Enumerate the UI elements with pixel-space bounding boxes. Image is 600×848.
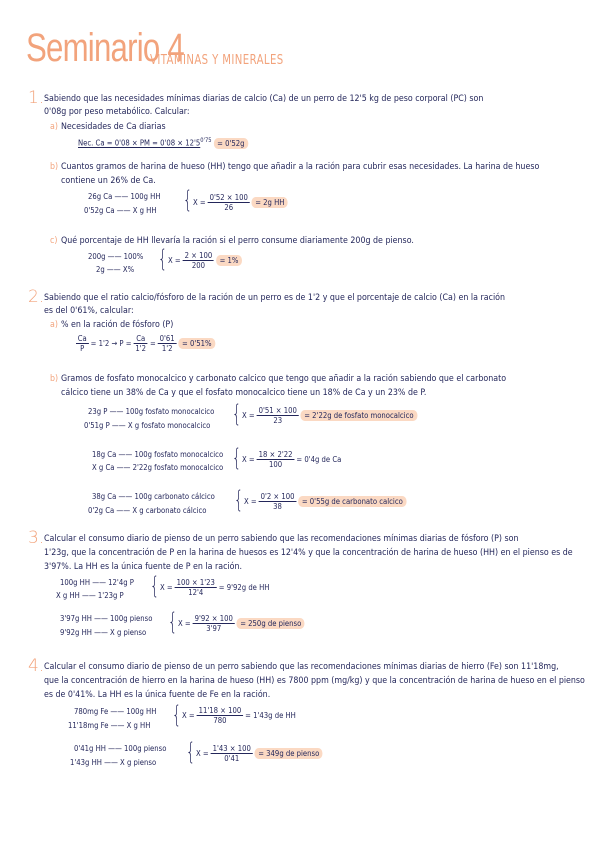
q4-formula-1: X = $\frac{11'18 \times 100}{780}$ = 1'43g de HH <box>182 706 296 725</box>
brace: { <box>172 701 182 729</box>
q2-b-label: b) <box>50 374 59 384</box>
question-1-text-line-2: 0'08g por peso metabólico. Calcular: <box>44 107 190 117</box>
q2-b1-formula: X = $\frac{0'51 \times 100}{23}$ = 2'22g de fosfato monocalcico <box>242 406 417 425</box>
brace: { <box>232 444 242 472</box>
q3-rule-1-line-2: X g HH —— 1'23g P <box>56 591 124 600</box>
brace: { <box>150 572 160 600</box>
q1-b-text-line-2: contiene un 26% de Ca. <box>61 176 156 186</box>
question-3-number: 3. <box>28 528 45 548</box>
q1-c-result: = 1% <box>216 255 242 266</box>
q2-b2-rule-line-2: X g Ca —— 2'22g fosfato monocalcico <box>92 463 224 472</box>
question-1-number: 1. <box>28 88 45 108</box>
page-title: Seminario 4 <box>26 26 184 70</box>
q4-rule-1-line-2: 11'18mg Fe —— X g HH <box>68 721 151 730</box>
q1-c-rule-line-2: 2g —— X% <box>96 265 135 274</box>
question-2-text-line-1: Sabiendo que el ratio calcio/fósforo de la ración de un perro es de 1'2 y que el porcentaje de calcio (Ca) en la ración <box>44 293 506 303</box>
q1-a-calc: Nec. Ca = 0'08 × PM = $0'08 \times 12'5^{0'75} = 0'52g$ <box>78 137 248 148</box>
question-4-text-line-3: es de 0'41%. La HH es la única fuente de Fe en la ración. <box>44 690 271 700</box>
q3-formula-2: X = $\frac{9'92 \times 100}{3'97}$ = 250g de pienso <box>178 614 305 633</box>
q4-rule-1-line-1: 780mg Fe —— 100g HH <box>74 707 157 716</box>
brace: { <box>234 486 244 514</box>
q1-b-formula: X = $\frac{0'52 \times 100}{26}$ = 2g HH <box>193 193 288 212</box>
q4-result-2: = 349g de pienso <box>255 748 323 759</box>
q2-a-label: a) <box>50 320 58 330</box>
q4-formula-2: X = $\frac{1'43 \times 100}{0'41}$ = 349g de pienso <box>196 744 323 763</box>
q2-b3-rule-line-1: 38g Ca —— 100g carbonato cálcico <box>92 492 215 501</box>
q1-c-formula: X = $\frac{2 \times 100}{200}$ = 1% <box>168 251 242 270</box>
q1-b-rule-line-1: 26g Ca —— 100g HH <box>88 192 161 201</box>
brace: { <box>158 245 168 273</box>
brace: { <box>186 738 196 766</box>
q1-a-label: a) <box>50 122 58 132</box>
question-4-text-line-2: que la concentración de hierro en la harina de hueso (HH) es 7800 ppm (mg/kg) y que la concentración de harina de hueso en el pienso <box>44 676 585 686</box>
q4-rule-2-line-1: 0'41g HH —— 100g pienso <box>74 744 167 753</box>
q3-rule-2-line-1: 3'97g HH —— 100g pienso <box>60 614 153 623</box>
question-2-text-line-2: es del 0'61%, calcular: <box>44 306 134 316</box>
page-subtitle: VITAMINAS Y MINERALES <box>150 53 284 68</box>
q3-rule-1-line-1: 100g HH —— 12'4g P <box>60 578 134 587</box>
q4-result-1: = 1'43g de HH <box>245 711 296 720</box>
q3-result-2: = 250g de pienso <box>237 618 305 629</box>
q2-a-formula: $\frac{Ca}{P}$ = 1'2 → P = $\frac{Ca}{1'2}$ = $\frac{0'61}{1'2}$ = 0'51% <box>76 334 215 353</box>
q3-result-1: = 9'92g de HH <box>218 583 270 592</box>
q1-c-label: c) <box>50 236 58 246</box>
q1-b-rule-line-2: 0'52g Ca —— X g HH <box>84 206 157 215</box>
brace: { <box>183 186 193 214</box>
q2-b2-result: = 0'4g de Ca <box>296 455 342 464</box>
q1-c-rule-line-1: 200g —— 100% <box>88 252 144 261</box>
q2-b1-rule-line-2: 0'51g P —— X g fosfato monocalcico <box>84 421 211 430</box>
q2-b1-rule-line-1: 23g P —— 100g fosfato monocalcico <box>88 407 215 416</box>
brace: { <box>168 608 178 636</box>
question-1-text-line-1: Sabiendo que las necesidades mínimas diarias de calcio (Ca) de un perro de 12'5 kg de peso corporal (PC) son <box>44 94 484 104</box>
q1-a-result: = 0'52g <box>214 138 248 149</box>
question-4-text-line-1: Calcular el consumo diario de pienso de un perro sabiendo que las recomendaciones mínimas diarias de hierro (Fe) son 11'18mg, <box>44 662 559 672</box>
q2-a-result: = 0'51% <box>179 338 215 349</box>
question-3-text-line-2: 1'23g, que la concentración de P en la harina de huesos es 12'4% y que la concentración de harina de hueso (HH) en el pienso es de <box>44 548 573 558</box>
q3-rule-2-line-2: 9'92g HH —— X g pienso <box>60 628 147 637</box>
q2-b3-formula: X = $\frac{0'2 \times 100}{38}$ = 0'55g de carbonato calcico <box>244 492 406 511</box>
q1-a-text: Necesidades de Ca diarias <box>61 122 166 132</box>
q1-b-result: = 2g HH <box>252 197 288 208</box>
q2-b3-result: = 0'55g de carbonato calcico <box>298 496 406 507</box>
question-3-text-line-1: Calcular el consumo diario de pienso de un perro sabiendo que las recomendaciones mínimas diarias de fósforo (P) son <box>44 534 519 544</box>
q4-rule-2-line-2: 1'43g HH —— X g pienso <box>70 758 157 767</box>
q2-b-text-line-1: Gramos de fosfato monocalcico y carbonato calcico que tengo que añadir a la ración sabiendo que el carbonato <box>61 374 507 384</box>
q1-c-text: Qué porcentaje de HH llevaría la ración si el perro consume diariamente 200g de pienso. <box>61 236 414 246</box>
q1-b-text-line-1: Cuantos gramos de harina de hueso (HH) tengo que añadir a la ración para cubrir esas necesidades. La harina de hueso <box>61 162 540 172</box>
q2-b3-rule-line-2: 0'2g Ca —— X g carbonato cálcico <box>88 506 207 515</box>
q2-b2-formula: X = $\frac{18 \times 2'22}{100}$ = 0'4g de Ca <box>242 450 342 469</box>
question-4-number: 4. <box>28 656 45 676</box>
q2-b-text-line-2: cálcico tiene un 38% de Ca y que el fosfato monocalcico tiene un 18% de Ca y un 23% de P. <box>61 388 427 398</box>
brace: { <box>232 400 242 428</box>
q1-b-label: b) <box>50 162 59 172</box>
question-2-number: 2. <box>28 287 45 307</box>
q3-formula-1: X = $\frac{100 \times 1'23}{12'4}$ = 9'92g de HH <box>160 578 270 597</box>
q2-a-text: % en la ración de fósforo (P) <box>61 320 174 330</box>
q2-b2-rule-line-1: 18g Ca —— 100g fosfato monocalcico <box>92 450 224 459</box>
question-3-text-line-3: 3'97%. La HH es la única fuente de P en la ración. <box>44 562 243 572</box>
q2-b1-result: = 2'22g de fosfato monocalcico <box>301 410 417 421</box>
